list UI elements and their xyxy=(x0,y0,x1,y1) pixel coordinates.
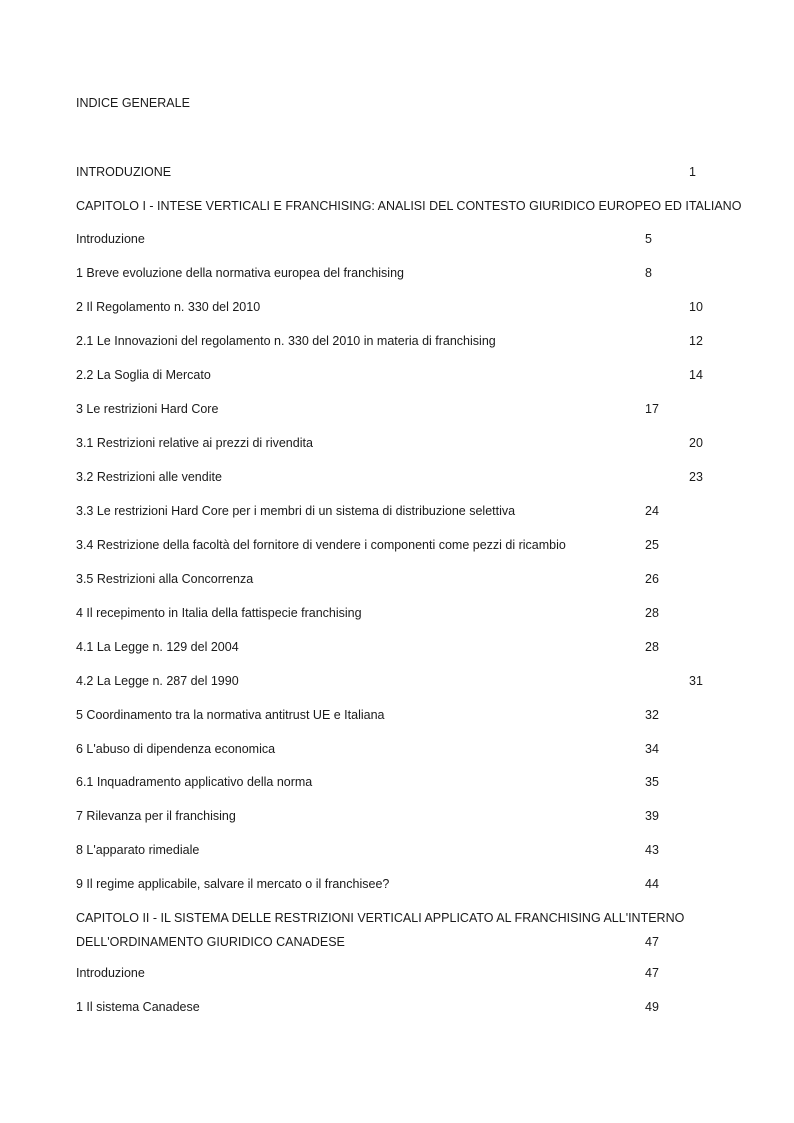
toc-entry-title: 2.1 Le Innovazioni del regolamento n. 330 del 2010 in materia di franchising xyxy=(76,334,496,348)
toc-entry xyxy=(0,538,794,556)
toc-entry-page: 31 xyxy=(689,674,703,688)
index-heading: INDICE GENERALE xyxy=(76,96,190,110)
toc-entry xyxy=(0,368,794,386)
toc-entry-title: 1 Breve evoluzione della normativa europea del franchising xyxy=(76,266,404,280)
toc-entry-title: 1 Il sistema Canadese xyxy=(76,1000,200,1014)
toc-entry-page: 35 xyxy=(645,775,659,789)
toc-entry-page: 28 xyxy=(645,606,659,620)
toc-entry-page: 49 xyxy=(645,1000,659,1014)
toc-entry-title: 4 Il recepimento in Italia della fattispecie franchising xyxy=(76,606,362,620)
toc-entry xyxy=(0,572,794,590)
toc-entry-title: 2 Il Regolamento n. 330 del 2010 xyxy=(76,300,261,314)
toc-entry-page: 17 xyxy=(645,402,659,416)
toc-entry xyxy=(0,742,794,760)
chapter-2-title-row xyxy=(0,935,794,953)
toc-entry-title: 3 Le restrizioni Hard Core xyxy=(76,402,219,416)
toc-entry-page: 34 xyxy=(645,742,659,756)
toc-entry xyxy=(0,843,794,861)
toc-entry xyxy=(0,334,794,352)
toc-entry-title: 3.1 Restrizioni relative ai prezzi di rivendita xyxy=(76,436,313,450)
toc-entry xyxy=(0,708,794,726)
toc-entry-title: 6.1 Inquadramento applicativo della norma xyxy=(76,775,313,789)
toc-entry-page: 20 xyxy=(689,436,703,450)
toc-entry xyxy=(0,966,794,984)
toc-entry xyxy=(0,1000,794,1018)
toc-entry xyxy=(0,266,794,284)
chapter-2-title-line1: CAPITOLO II - IL SISTEMA DELLE RESTRIZIONI VERTICALI APPLICATO AL FRANCHISING ALL'INTERNO xyxy=(76,911,685,925)
toc-entry xyxy=(0,504,794,522)
toc-entry-page: 1 xyxy=(689,165,696,179)
toc-entry-title: 8 L'apparato rimediale xyxy=(76,843,200,857)
toc-entry-title: INTRODUZIONE xyxy=(76,165,172,179)
toc-entry xyxy=(0,436,794,454)
toc-entry xyxy=(0,470,794,488)
toc-entry xyxy=(0,640,794,658)
toc-entry-page: 10 xyxy=(689,300,703,314)
toc-entry-page: 14 xyxy=(689,368,703,382)
toc-entry-page: 47 xyxy=(645,935,659,949)
toc-entry-title: 7 Rilevanza per il franchising xyxy=(76,809,236,823)
toc-entry-title: 3.3 Le restrizioni Hard Core per i membri di un sistema di distribuzione selettiva xyxy=(76,504,516,518)
toc-entry-page: 25 xyxy=(645,538,659,552)
toc-entry-title: 4.2 La Legge n. 287 del 1990 xyxy=(76,674,239,688)
toc-entry xyxy=(0,674,794,692)
toc-entry xyxy=(0,809,794,827)
toc-entry-page: 8 xyxy=(645,266,652,280)
toc-entry-title: 3.4 Restrizione della facoltà del fornitore di vendere i componenti come pezzi di ricambio xyxy=(76,538,566,552)
toc-entry-title: 3.2 Restrizioni alle vendite xyxy=(76,470,222,484)
toc-entry-title: 3.5 Restrizioni alla Concorrenza xyxy=(76,572,254,586)
toc-entry-page: 5 xyxy=(645,232,652,246)
toc-entry xyxy=(0,300,794,318)
toc-entry-page: 32 xyxy=(645,708,659,722)
toc-entry-page: 24 xyxy=(645,504,659,518)
toc-entry-title: 2.2 La Soglia di Mercato xyxy=(76,368,211,382)
toc-entry-page: 44 xyxy=(645,877,659,891)
toc-entry-title: 6 L'abuso di dipendenza economica xyxy=(76,742,276,756)
toc-entry-page: 47 xyxy=(645,966,659,980)
toc-entry-page: 28 xyxy=(645,640,659,654)
toc-entry-introduzione xyxy=(0,165,794,183)
toc-entry-title: 9 Il regime applicabile, salvare il mercato o il franchisee? xyxy=(76,877,390,891)
toc-entry xyxy=(0,606,794,624)
toc-entry-page: 39 xyxy=(645,809,659,823)
toc-entry-title: 5 Coordinamento tra la normativa antitrust UE e Italiana xyxy=(76,708,385,722)
toc-entry-title: Introduzione xyxy=(76,232,145,246)
toc-entry-page: 26 xyxy=(645,572,659,586)
toc-entry xyxy=(0,402,794,420)
toc-entry xyxy=(0,877,794,895)
toc-entry xyxy=(0,232,794,250)
toc-entry-title: Introduzione xyxy=(76,966,145,980)
toc-entry xyxy=(0,775,794,793)
toc-entry-page: 23 xyxy=(689,470,703,484)
toc-entry-page: 43 xyxy=(645,843,659,857)
toc-entry-page: 12 xyxy=(689,334,703,348)
toc-entry-title: 4.1 La Legge n. 129 del 2004 xyxy=(76,640,239,654)
chapter-2-title-line2: DELL'ORDINAMENTO GIURIDICO CANADESE xyxy=(76,935,345,949)
chapter-1-title: CAPITOLO I - INTESE VERTICALI E FRANCHISING: ANALISI DEL CONTESTO GIURIDICO EUROPEO ED ITALIANO xyxy=(76,199,742,213)
